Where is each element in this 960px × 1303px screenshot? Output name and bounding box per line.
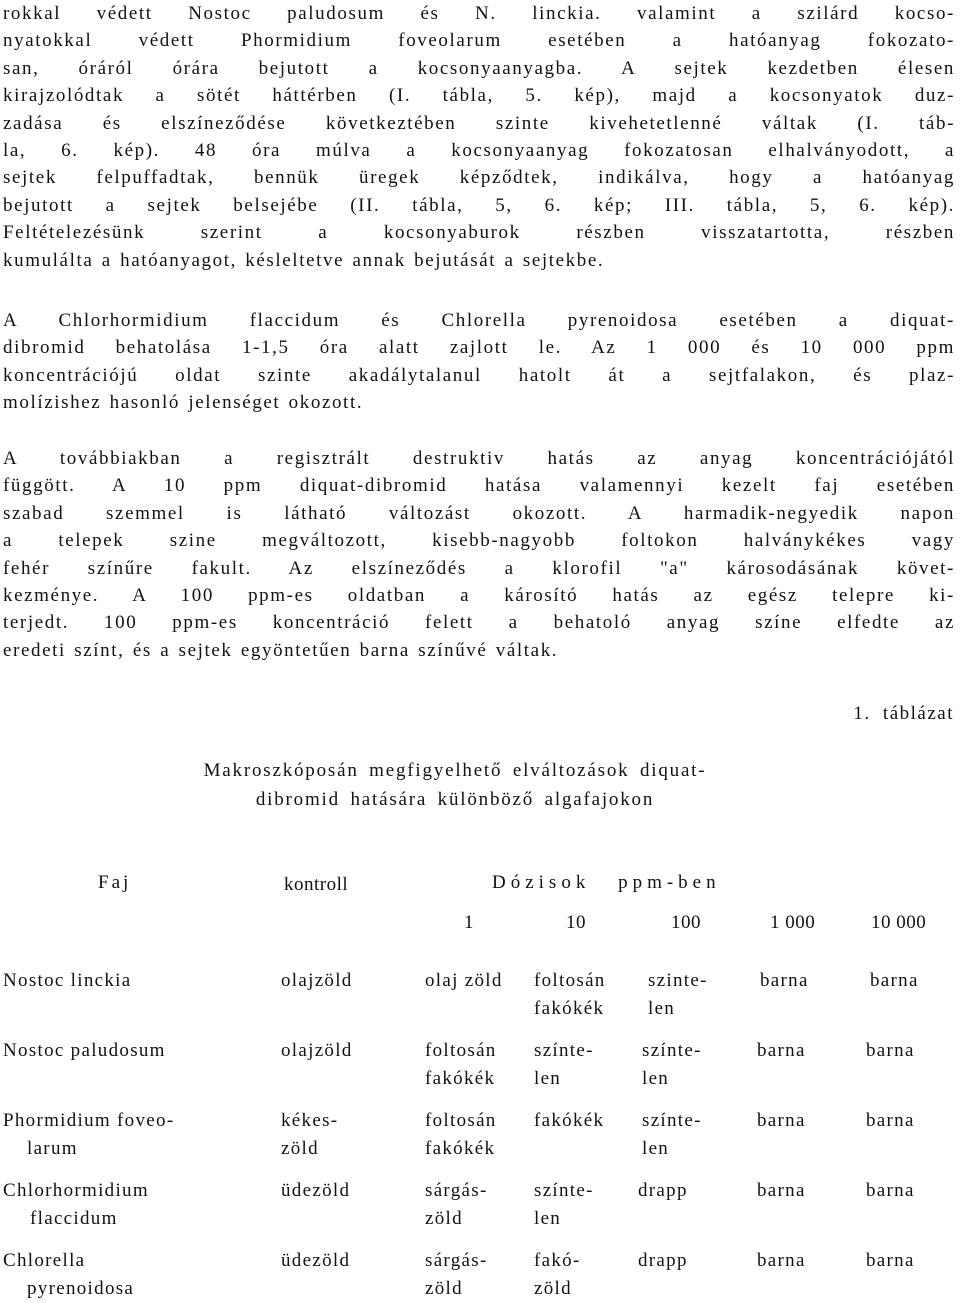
cell-line: üdezöld (281, 1250, 351, 1271)
cell-line: olajzöld (281, 1040, 353, 1061)
cell-dose-10000 (870, 967, 919, 995)
dose-header: 10 (566, 912, 586, 933)
cell-dose-100 (638, 1177, 688, 1205)
cell-line: sárgás- (425, 1250, 488, 1271)
cell-line: larum (27, 1138, 78, 1159)
cell-line: Phormidium foveo- (3, 1110, 175, 1131)
cell-dose-1000 (757, 1177, 806, 1205)
cell-line: színte- (642, 1110, 702, 1131)
cell-line: len (534, 1068, 562, 1089)
cell-line: drapp (638, 1180, 688, 1201)
cell-line: olajzöld (281, 970, 353, 991)
header-dose: Dózisok ppm-ben (492, 872, 721, 893)
header-control: kontroll (284, 874, 349, 895)
cell-line: olaj zöld (425, 970, 503, 991)
cell-line: barna (760, 970, 809, 991)
cell-dose-10000 (866, 1107, 915, 1135)
text-line: molízishez hasonló jelenséget okozott. (3, 392, 364, 414)
cell-line: foltosán (425, 1110, 497, 1131)
cell-dose-100 (648, 967, 708, 1023)
cell-line: üdezöld (281, 1180, 351, 1201)
table-row-species (3, 1037, 166, 1065)
cell-line: színte- (534, 1040, 594, 1061)
cell-line: zöld (281, 1138, 319, 1159)
cell-control (281, 1037, 353, 1065)
cell-line: szinte- (648, 970, 708, 991)
cell-line: kékes- (281, 1110, 339, 1131)
text-line: a telepek szine megváltozott, kisebb-nagyobb foltokon halványkékes vagy (3, 530, 955, 552)
cell-line: barna (757, 1040, 806, 1061)
dose-header: 1 000 (770, 912, 816, 933)
cell-control (281, 967, 353, 995)
cell-control (281, 1177, 350, 1205)
header-species: Faj (98, 872, 132, 893)
text-line: függött. A 10 ppm diquat-dibromid hatása valamennyi kezelt faj esetében (3, 475, 955, 497)
cell-dose-10 (534, 1247, 581, 1303)
cell-line: barna (866, 1250, 915, 1271)
cell-line: barna (866, 1110, 915, 1131)
cell-dose-10 (534, 1037, 594, 1093)
cell-line: pyrenoidosa (27, 1278, 135, 1299)
cell-line: barna (866, 1040, 915, 1061)
table-row-species (3, 1247, 134, 1303)
cell-line: foltosán (534, 970, 606, 991)
cell-dose-1000 (760, 967, 809, 995)
cell-line: Nostoc linckia (3, 970, 132, 991)
cell-line: fakókék (425, 1068, 496, 1089)
cell-line: barna (757, 1180, 806, 1201)
cell-line: Nostoc paludosum (3, 1040, 166, 1061)
cell-line: len (534, 1208, 562, 1229)
text-line: nyatokkal védett Phormidium foveolarum esetében a hatóanyag fokozato- (3, 30, 955, 52)
text-line: szabad szemmel is látható változást okozott. A harmadik-negyedik napon (3, 502, 955, 524)
text-line: dibromid behatolása 1-1,5 óra alatt zajlott le. Az 1 000 és 10 000 ppm (3, 337, 955, 359)
cell-dose-100 (642, 1037, 702, 1093)
paragraph-2 (3, 307, 955, 417)
cell-dose-10000 (866, 1177, 915, 1205)
table-label: 1. táblázat (853, 703, 954, 724)
cell-line: zöld (425, 1208, 463, 1229)
text-line: fehér színűre fakult. Az elszíneződés a klorofil "a" károsodásának követ- (3, 557, 955, 579)
cell-dose-1 (425, 1247, 488, 1303)
paragraph-1 (3, 0, 955, 274)
paragraph-3 (3, 445, 955, 664)
text-line: koncentrációjú oldat szinte akadálytalanul hatolt át a sejtfalakon, és plaz- (3, 364, 955, 386)
cell-line: színte- (642, 1040, 702, 1061)
cell-dose-1 (425, 1177, 488, 1233)
cell-control (281, 1107, 338, 1163)
text-line: sejtek felpuffadtak, bennük üregek képződtek, indikálva, hogy a hatóanyag (3, 167, 955, 189)
text-line: A továbbiakban a regisztrált destruktiv hatás az anyag koncentrációjától (3, 448, 955, 469)
cell-line: barna (757, 1110, 806, 1131)
table-row-species (3, 1107, 174, 1163)
cell-line: Chlorhormidium (3, 1180, 149, 1201)
cell-line: sárgás- (425, 1180, 488, 1201)
text-line: bejutott a sejtek belsejébe (II. tábla, 5, 6. kép; III. tábla, 5, 6. kép). (3, 194, 955, 216)
dose-header: 100 (671, 912, 701, 933)
table-row-species (3, 1177, 149, 1233)
cell-line: barna (757, 1250, 806, 1271)
cell-line: Chlorella (3, 1250, 86, 1271)
cell-dose-1 (425, 1107, 497, 1163)
cell-line: fakókék (534, 998, 605, 1019)
table-title-line: Makroszkóposán megfigyelhető elváltozások diquat- (203, 760, 707, 781)
cell-line: zöld (534, 1278, 572, 1299)
cell-line: fakókék (425, 1138, 496, 1159)
cell-dose-10 (534, 1107, 604, 1135)
text-line: Feltételezésünk szerint a kocsonyaburok részben visszatartotta, részben (3, 222, 955, 244)
cell-dose-1000 (757, 1107, 806, 1135)
dose-header: 10 000 (871, 912, 927, 933)
table-title (0, 756, 910, 814)
text-line: zadása és elszíneződése következtében szinte kivehetetlenné váltak (I. táb- (3, 112, 955, 134)
text-line: rokkal védett Nostoc paludosum és N. linckia. valamint a szilárd kocso- (3, 3, 955, 24)
cell-line: színte- (534, 1180, 594, 1201)
text-line: la, 6. kép). 48 óra múlva a kocsonyaanyag fokozatosan elhalványodott, a (3, 139, 955, 161)
cell-line: drapp (638, 1250, 688, 1271)
cell-dose-1000 (757, 1037, 806, 1065)
table-row-species (3, 967, 131, 995)
dose-header: 1 (464, 912, 474, 933)
cell-line: fakó- (534, 1250, 581, 1271)
cell-line: foltosán (425, 1040, 497, 1061)
table-title-line: dibromid hatására különböző algafajokon (255, 789, 655, 810)
cell-dose-10000 (866, 1247, 915, 1275)
cell-line: len (648, 998, 676, 1019)
cell-dose-1000 (757, 1247, 806, 1275)
cell-control (281, 1247, 350, 1275)
text-line: san, óráról órára bejutott a kocsonyaanyagba. A sejtek kezdetben élesen (3, 57, 955, 79)
cell-dose-100 (638, 1247, 688, 1275)
cell-dose-1 (425, 1037, 497, 1093)
cell-line: len (642, 1068, 670, 1089)
text-line: eredeti színt, és a sejtek egyöntetűen barna színűvé váltak. (3, 639, 559, 661)
text-line: A Chlorhormidium flaccidum és Chlorella pyrenoidosa esetében a diquat- (3, 310, 955, 331)
text-line: kezménye. A 100 ppm-es oldatban a károsító hatás az egész telepre ki- (3, 584, 955, 606)
text-line: kirajzolódtak a sötét háttérben (I. tábla, 5. kép), majd a kocsonyatok duz- (3, 85, 955, 107)
cell-line: flaccidum (30, 1208, 118, 1229)
cell-line: len (642, 1138, 670, 1159)
cell-dose-10 (534, 1177, 594, 1233)
cell-line: barna (870, 970, 919, 991)
cell-line: fakókék (534, 1110, 605, 1131)
cell-line: barna (866, 1180, 915, 1201)
cell-line: zöld (425, 1278, 463, 1299)
cell-dose-10 (534, 967, 606, 1023)
text-line: kumulálta a hatóanyagot, késleltetve annak bejutását a sejtekbe. (3, 249, 605, 271)
cell-dose-10000 (866, 1037, 915, 1065)
cell-dose-1 (425, 967, 503, 995)
cell-dose-100 (642, 1107, 702, 1163)
text-line: terjedt. 100 ppm-es koncentráció felett a behatoló anyag színe elfedte az (3, 612, 955, 634)
